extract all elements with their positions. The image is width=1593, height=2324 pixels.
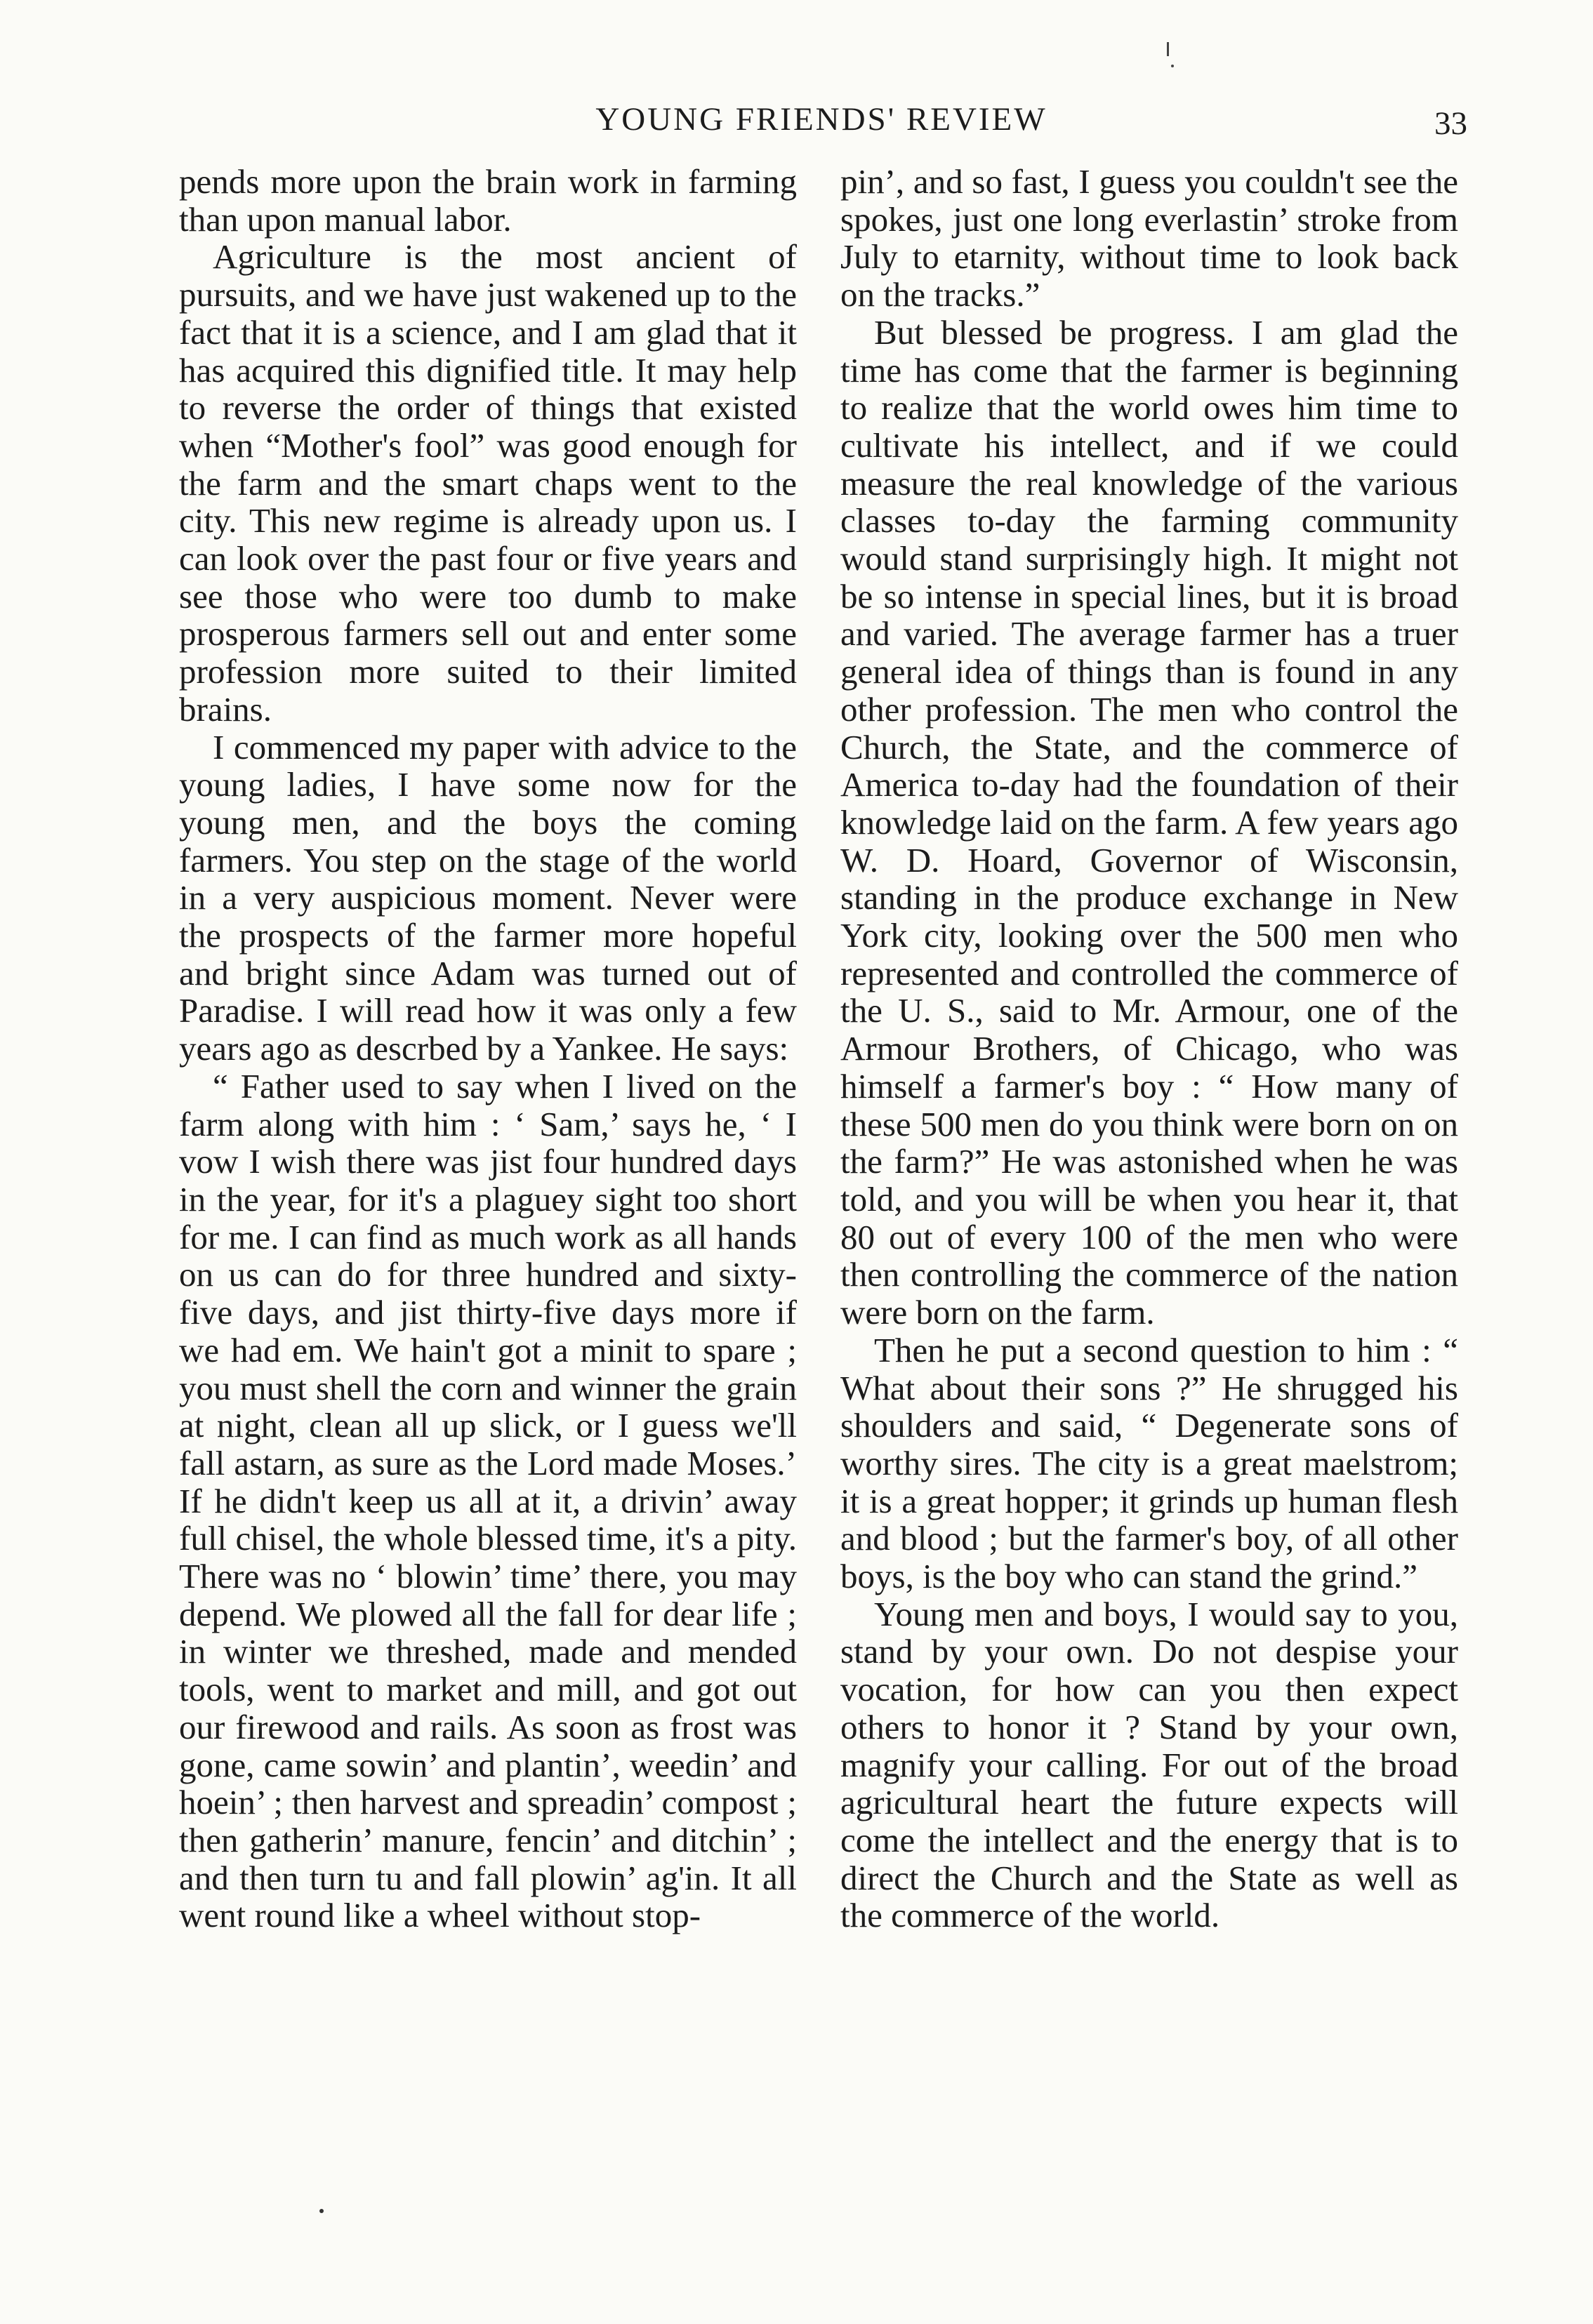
stray-mark xyxy=(1167,42,1169,56)
page-number: 33 xyxy=(1434,105,1467,142)
stray-dot xyxy=(319,2209,324,2213)
paragraph: I commenced my paper with advice to the young ladies, I have some now for the young men, and the boys the coming farmers. You step on the stage of the world in a very auspicious moment. Never were the prospects of the farmer more hopeful and bright since Adam was turned out of Paradise. I will read how it was only a few years ago as descrbed by a Yankee. He says: xyxy=(179,727,797,1068)
paragraph: “ Father used to say when I lived on the farm along with him : ‘ Sam,’ says he, ‘ I vow I wish there was jist four hundred days in the year, for it's a plaguey sight too short for me. I can find as much work as all hands on us can do for three hundred and sixty-five days, and jist thirty-five days more if we had em. We hain't got a minit to spare ; you must shell the corn and winner the grain at night, clean all up slick, or I guess we'll fall astarn, as sure as the Lord made Moses.’ If he didn't keep us all at it, a drivin’ away full chisel, the whole blessed time, it's a pity. There was no ‘ blowin’ time’ there, you may depend. We plowed all the fall for dear life ; in winter we threshed, made and mended tools, went to market and mill, and got out our firewood and rails. As soon as frost was gone, came sowin’ and plantin’, weedin’ and hoein’ ; then harvest and spreadin’ compost ; then gatherin’ manure, fencin’ and ditchin’ ; and then turn tu and fall plowin’ ag'in. It all went round like a wheel without stop- xyxy=(179,1066,797,1935)
stray-dot xyxy=(1171,65,1174,67)
paragraph: Then he put a second question to him : “ What about their sons ?” He shrugged his shoulders and said, “ Degenerate sons of worthy sires. The city is a great maelstrom; it is a great hopper; it grinds up human flesh and blood ; but the farmer's boy, of all other boys, is the boy who can stand the grind.” xyxy=(840,1330,1458,1596)
journal-title: YOUNG FRIENDS' REVIEW xyxy=(595,101,1047,138)
left-column xyxy=(179,163,797,1934)
paragraph: pends more upon the brain work in farming than upon manual labor. xyxy=(179,162,797,239)
paragraph: pin’, and so fast, I guess you couldn't see the spokes, just one long everlastin’ stroke from July to etarnity, without time to look back on the tracks.” xyxy=(840,162,1458,314)
right-column xyxy=(840,163,1458,1934)
paragraph: Agriculture is the most ancient of pursuits, and we have just wakened up to the fact that it is a science, and I am glad that it has acquired this dignified title. It may help to reverse the order of things that existed when “Mother's fool” was good enough for the farm and the smart chaps went to the city. This new regime is already upon us. I can look over the past four or five years and see those who were too dumb to make prosperous farmers sell out and enter some profession more suited to their limited brains. xyxy=(179,237,797,729)
running-head xyxy=(176,98,1467,140)
paragraph: Young men and boys, I would say to you, stand by your own. Do not despise your vocation, for how can you then expect others to honor it ? Stand by your own, magnify your calling. For out of the broad agricultural heart the future expects will come the intellect and the energy that is to direct the Church and the State as well as the commerce of the world. xyxy=(840,1594,1458,1935)
paragraph: But blessed be progress. I am glad the time has come that the farmer is beginning to realize that the world owes him time to cultivate his intellect, and if we could measure the real knowledge of the various classes to-day the farming community would stand surprisingly high. It might not be so intense in special lines, but it is broad and varied. The average farmer has a truer general idea of things than is found in any other profession. The men who control the Church, the State, and the commerce of America to-day had the foundation of their knowledge laid on the farm. A few years ago W. D. Hoard, Governor of Wisconsin, standing in the produce exchange in New York city, looking over the 500 men who represented and controlled the commerce of the U. S., said to Mr. Armour, one of the Armour Brothers, of Chicago, who was himself a farmer's boy : “ How many of these 500 men do you think were born on on the farm?” He was astonished when he was told, and you will be when you hear it, that 80 out of every 100 of the men who were then controlling the commerce of the nation were born on the farm. xyxy=(840,312,1458,1332)
